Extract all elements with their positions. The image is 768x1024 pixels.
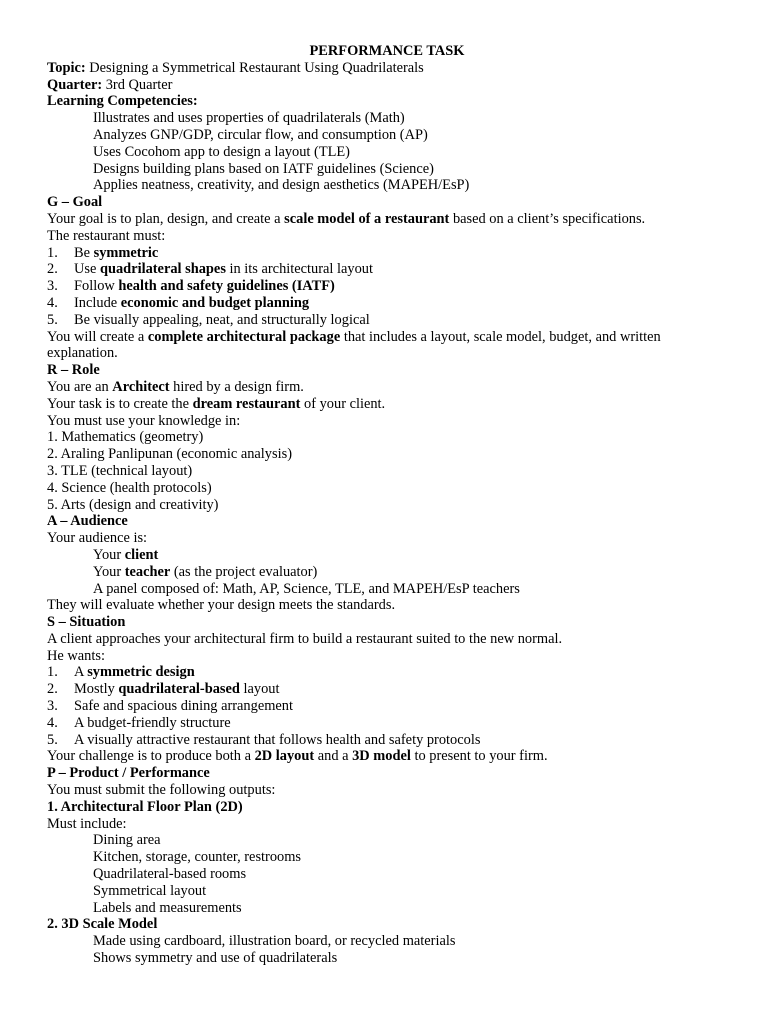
text-run: Use xyxy=(74,261,100,278)
audience-item xyxy=(47,564,727,581)
competencies-heading: Learning Competencies: xyxy=(47,93,198,110)
competency-item: Applies neatness, creativity, and design aesthetics (MAPEH/EsP) xyxy=(93,177,470,194)
text-run: You will create a xyxy=(47,328,148,345)
bold-run: dream restaurant xyxy=(192,395,301,412)
text-run: You are an xyxy=(47,378,113,395)
role-list-item: 4. Science (health protocols) xyxy=(47,479,212,496)
goal-list-item xyxy=(47,295,727,312)
topic-label: Topic: xyxy=(47,59,86,76)
product-intro: You must submit the following outputs: xyxy=(47,782,276,799)
list-number: 3. xyxy=(47,698,58,715)
bold-run: health and safety guidelines (IATF) xyxy=(118,278,335,295)
list-number: 4. xyxy=(47,714,58,731)
product-heading: P – Product / Performance xyxy=(47,765,210,782)
text-run: Your xyxy=(93,546,125,563)
situation-list-item xyxy=(47,732,727,749)
bold-run: 2D layout xyxy=(254,748,315,765)
text-run: Follow xyxy=(74,278,119,295)
topic-line xyxy=(47,60,727,77)
text-run: Be xyxy=(74,244,94,261)
bold-run: quadrilateral shapes xyxy=(99,261,226,278)
role-heading: R – Role xyxy=(47,362,100,379)
role-list-item: 3. TLE (technical layout) xyxy=(47,462,193,479)
text-run: Your challenge is to produce both a xyxy=(47,748,255,765)
bold-run: symmetric xyxy=(93,244,159,261)
audience-item xyxy=(47,547,727,564)
list-number: 2. xyxy=(47,261,58,278)
text-run: in its architectural layout xyxy=(225,261,373,278)
floorplan-item: Kitchen, storage, counter, restrooms xyxy=(93,849,302,866)
situation-list-item xyxy=(47,698,727,715)
role-list-item: 2. Araling Panlipunan (economic analysis) xyxy=(47,446,292,463)
text-run: Your goal is to plan, design, and create a xyxy=(47,210,285,227)
list-number: 2. xyxy=(47,681,58,698)
scalemodel-heading: 2. 3D Scale Model xyxy=(47,916,158,933)
text-run: Be visually appealing, neat, and structurally logical xyxy=(74,311,370,328)
situation-challenge xyxy=(47,748,727,765)
scalemodel-item: Shows symmetry and use of quadrilaterals xyxy=(93,950,338,967)
quarter-label: Quarter: xyxy=(47,76,103,93)
goal-list-item xyxy=(47,278,727,295)
bold-run: quadrilateral-based xyxy=(118,681,240,698)
bold-run: Architect xyxy=(112,378,170,395)
competency-item: Analyzes GNP/GDP, circular flow, and consumption (AP) xyxy=(93,126,428,143)
competency-item: Illustrates and uses properties of quadrilaterals (Math) xyxy=(93,110,405,127)
goal-package xyxy=(47,329,727,363)
text-run: of your client. xyxy=(300,395,386,412)
audience-item: A panel composed of: Math, AP, Science, TLE, and MAPEH/EsP teachers xyxy=(93,580,520,597)
bold-run: symmetric design xyxy=(87,664,195,681)
role-line xyxy=(47,379,727,396)
topic-value: Designing a Symmetrical Restaurant Using Quadrilaterals xyxy=(85,59,424,76)
quarter-value: 3rd Quarter xyxy=(102,76,173,93)
floorplan-item: Dining area xyxy=(93,832,161,849)
text-run: (as the project evaluator) xyxy=(170,563,318,580)
role-line xyxy=(47,396,727,413)
goal-list-item xyxy=(47,261,727,278)
text-run: to present to your firm. xyxy=(410,748,548,765)
list-number: 5. xyxy=(47,731,58,748)
floorplan-must: Must include: xyxy=(47,815,127,832)
role-list-item: 5. Arts (design and creativity) xyxy=(47,496,219,513)
text-run: Mostly xyxy=(74,681,119,698)
bold-run: scale model of a restaurant xyxy=(284,210,450,227)
text-run: A budget-friendly structure xyxy=(74,714,231,731)
list-number: 1. xyxy=(47,244,58,261)
competency-item: Uses Cocohom app to design a layout (TLE) xyxy=(93,143,350,160)
list-number: 4. xyxy=(47,294,58,311)
audience-intro: Your audience is: xyxy=(47,530,148,547)
list-number: 3. xyxy=(47,278,58,295)
situation-line: A client approaches your architectural firm to build a restaurant suited to the new normal. xyxy=(47,630,563,647)
text-run: and a xyxy=(314,748,353,765)
goal-heading: G – Goal xyxy=(47,194,103,211)
document-page xyxy=(47,43,727,967)
text-run: Your xyxy=(93,563,125,580)
scalemodel-item: Made using cardboard, illustration board, or recycled materials xyxy=(93,933,456,950)
situation-list-item xyxy=(47,681,727,698)
floorplan-item: Symmetrical layout xyxy=(93,882,207,899)
bold-run: economic and budget planning xyxy=(120,294,310,311)
role-line: You must use your knowledge in: xyxy=(47,412,241,429)
bold-run: 3D model xyxy=(352,748,411,765)
floorplan-heading: 1. Architectural Floor Plan (2D) xyxy=(47,798,243,815)
goal-list-item xyxy=(47,245,727,262)
floorplan-item: Labels and measurements xyxy=(93,899,242,916)
list-number: 5. xyxy=(47,311,58,328)
quarter-line xyxy=(47,77,727,94)
bold-run: client xyxy=(124,546,159,563)
bold-run: complete architectural package xyxy=(147,328,341,345)
situation-list-item xyxy=(47,715,727,732)
text-run: A xyxy=(74,664,88,681)
text-run: based on a client’s specifications. xyxy=(449,210,646,227)
audience-heading: A – Audience xyxy=(47,513,128,530)
text-run: A visually attractive restaurant that follows health and safety protocols xyxy=(74,731,481,748)
page-title: PERFORMANCE TASK xyxy=(309,43,465,59)
situation-list-item xyxy=(47,664,727,681)
role-list-item: 1. Mathematics (geometry) xyxy=(47,429,204,446)
list-number: 1. xyxy=(47,664,58,681)
text-run: Include xyxy=(74,294,121,311)
bold-run: teacher xyxy=(124,563,171,580)
competency-item: Designs building plans based on IATF guidelines (Science) xyxy=(93,160,434,177)
text-run: hired by a design firm. xyxy=(169,378,304,395)
goal-intro xyxy=(47,211,727,228)
goal-list-item xyxy=(47,312,727,329)
text-run: Safe and spacious dining arrangement xyxy=(74,698,293,715)
goal-must: The restaurant must: xyxy=(47,227,166,244)
text-run: Your task is to create the xyxy=(47,395,193,412)
floorplan-item: Quadrilateral-based rooms xyxy=(93,866,247,883)
situation-heading: S – Situation xyxy=(47,614,126,631)
text-run: layout xyxy=(239,681,280,698)
situation-line: He wants: xyxy=(47,647,105,664)
text-run: that includes a layout, scale model, budget, and written explanation. xyxy=(47,328,661,362)
audience-closing: They will evaluate whether your design meets the standards. xyxy=(47,597,396,614)
